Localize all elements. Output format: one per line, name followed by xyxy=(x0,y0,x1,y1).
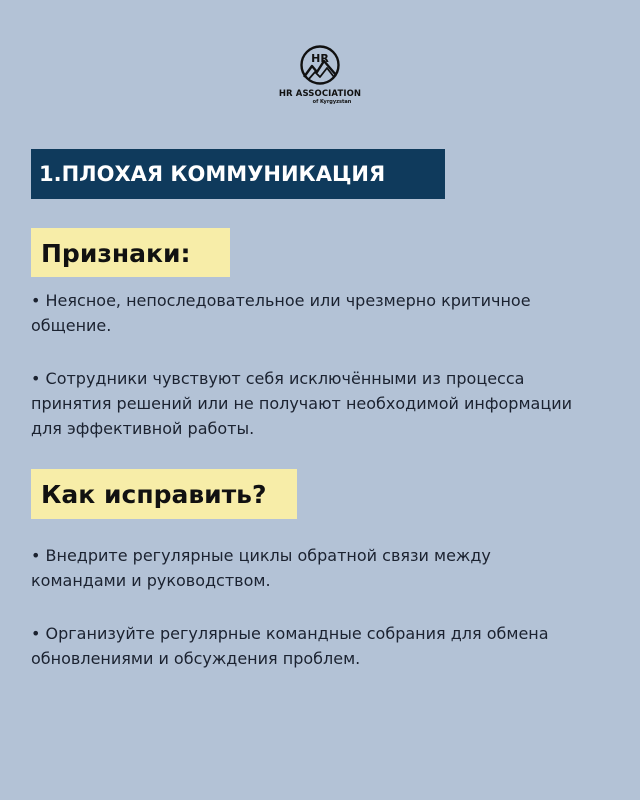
fix-item: • Внедрите регулярные циклы обратной связи между командами и руководством. xyxy=(31,546,491,590)
hr-mountain-logo-icon xyxy=(299,44,341,86)
signs-heading: Признаки: xyxy=(31,228,230,277)
fix-heading: Как исправить? xyxy=(31,469,297,519)
svg-text:HR: HR xyxy=(311,52,329,65)
logo-subtitle: of Kyrgyzstan xyxy=(312,99,352,105)
logo xyxy=(0,44,640,105)
signs-item: • Сотрудники чувствуют себя исключёнными из процесса принятия решений или не получают необходимой информации для эффективной работы. xyxy=(31,369,573,438)
signs-item: • Неясное, непоследовательное или чрезмерно критичное общение. xyxy=(31,291,531,335)
page-title: 1.ПЛОХАЯ КОММУНИКАЦИЯ xyxy=(31,149,445,199)
logo-name: HR ASSOCIATION xyxy=(278,89,362,99)
fix-item: • Организуйте регулярные командные собрания для обмена обновлениями и обсуждения проблем. xyxy=(31,624,549,668)
